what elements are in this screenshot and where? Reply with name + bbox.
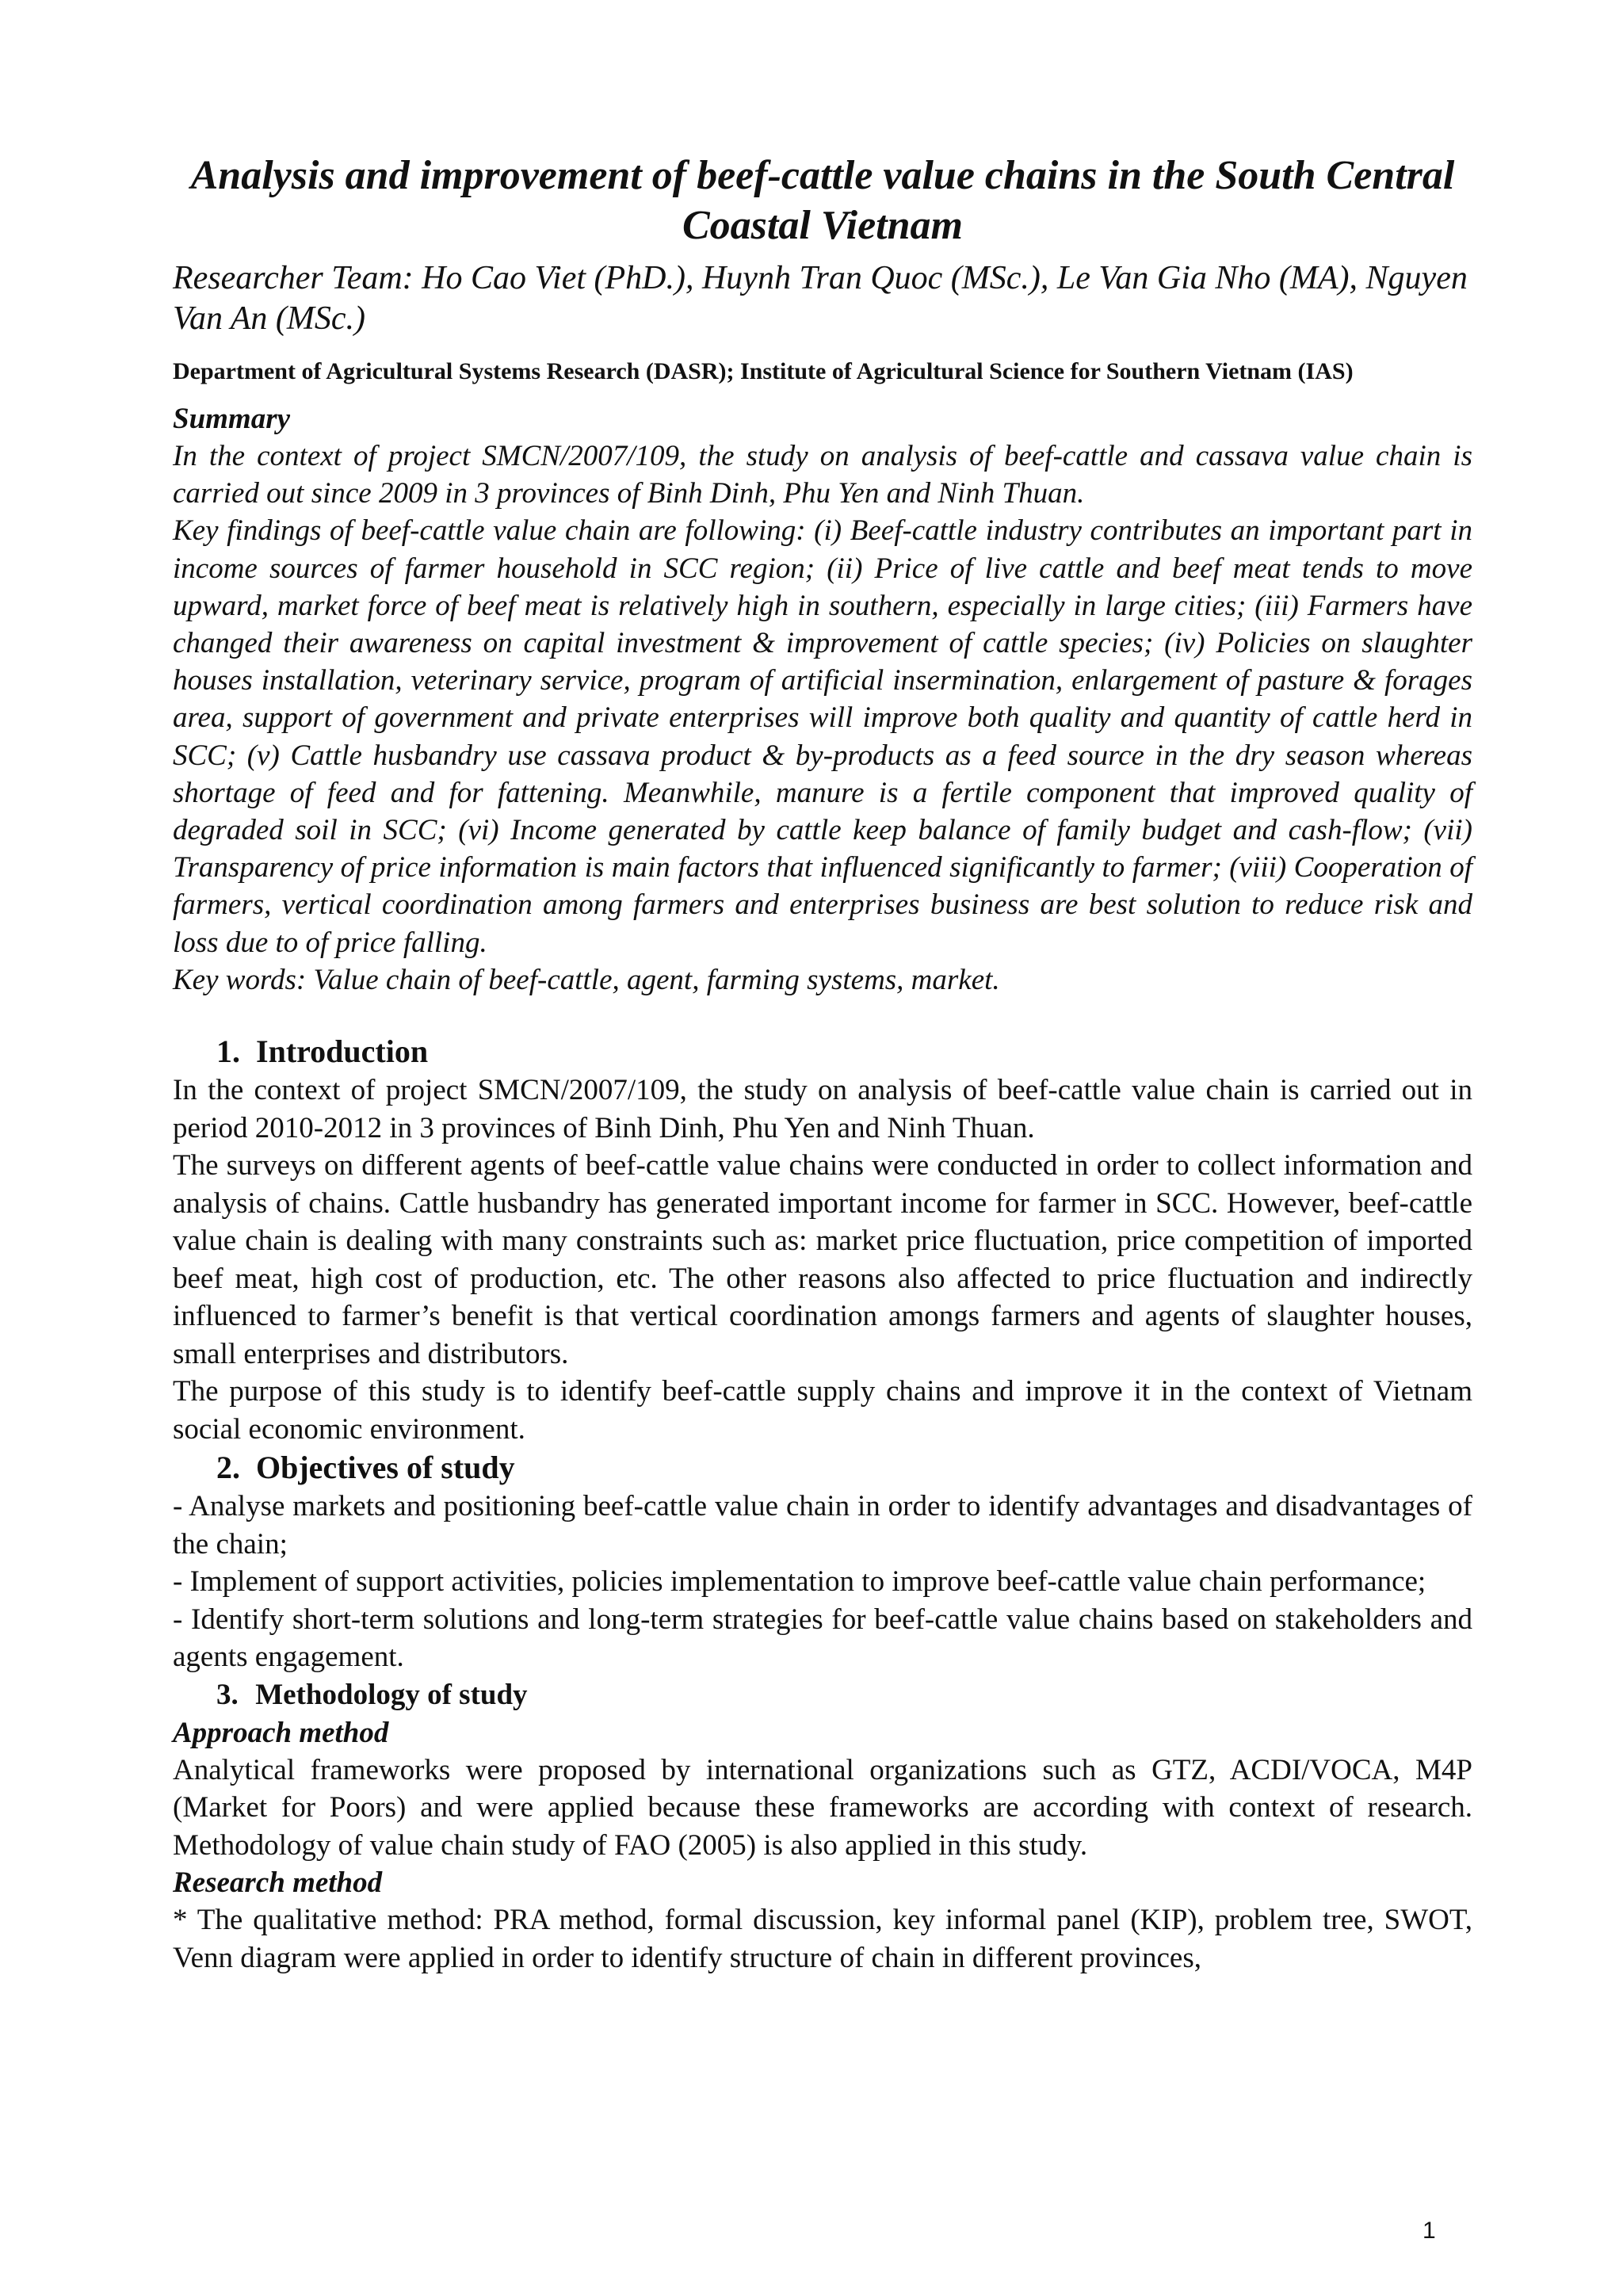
body-paragraph: * The qualitative method: PRA method, formal discussion, key informal panel (KIP), problem tree, SWOT, Venn diagram were applied in order to identify structure of chain in different provinces, bbox=[173, 1904, 1472, 1974]
summary-heading: Summary bbox=[173, 403, 291, 435]
section-objectives bbox=[173, 1448, 1472, 1676]
section-title: Introduction bbox=[256, 1033, 429, 1070]
objective-item: - Analyse markets and positioning beef-cattle value chain in order to identify advantages and disadvantages of the chain; bbox=[173, 1490, 1472, 1561]
subsection-heading: Research method bbox=[173, 1866, 383, 1900]
page-number: 1 bbox=[1423, 2218, 1436, 2244]
section-title: Objectives of study bbox=[256, 1450, 515, 1486]
paper-title: Analysis and improvement of beef-cattle value chains in the South Central Coastal Vietnam bbox=[190, 153, 1455, 248]
summary-section bbox=[173, 400, 1472, 999]
key-findings-paragraph: Key findings of beef-cattle value chain are following: (i) Beef-cattle industry contributes an important part in income sources of farmer household in SCC region; (ii) Price of live cattle and beef meat tends to move upward, market force of beef meat is relatively high in southern, especially in large cities; (iii) Farmers have changed their awareness on capital investment & improvement of cattle species; (iv) Policies on slaughter houses installation, veterinary service, program of artificial insermination, enlargement of pasture & forages area, support of government and private enterprises will improve both quality and quantity of cattle herd in SCC; (v) Cattle husbandry use cassava product & by-products as a feed source in the dry season whereas shortage of feed and for fattening. Meanwhile, manure is a fertile component that improved quality of degraded soil in SCC; (vi) Income generated by cattle keep balance of family budget and cash-flow; (vii) Transparency of price information is main factors that influenced significantly to farmer; (viii) Cooperation of farmers, vertical coordination among farmers and enterprises business are best solution to reduce risk and loss due to of price falling. bbox=[173, 514, 1472, 959]
section-heading bbox=[173, 1032, 1472, 1072]
summary-paragraph: In the context of project SMCN/2007/109, the study on analysis of beef-cattle and cassava value chain is carried out since 2009 in 3 provinces of Binh Dinh, Phu Yen and Ninh Thuan. bbox=[173, 440, 1472, 510]
objective-item: - Implement of support activities, policies implementation to improve beef-cattle value chain performance; bbox=[173, 1565, 1426, 1599]
subsection-heading: Approach method bbox=[173, 1716, 389, 1749]
section-number: 3. bbox=[216, 1678, 239, 1711]
document-page bbox=[173, 151, 1472, 1977]
body-paragraph: The purpose of this study is to identify beef-cattle supply chains and improve it in the context of Vietnam social economic environment. bbox=[173, 1375, 1472, 1446]
affiliation: Department of Agricultural Systems Research (DASR); Institute of Agricultural Science for Southern Vietnam (IAS) bbox=[173, 358, 1354, 384]
section-introduction bbox=[173, 1032, 1472, 1448]
section-number: 2. bbox=[216, 1450, 240, 1486]
body-paragraph: The surveys on different agents of beef-cattle value chains were conducted in order to collect information and analysis of chains. Cattle husbandry has generated important income for farmer in SCC. However, beef-cattle value chain is dealing with many constraints such as: market price fluctuation, price competition of imported beef meat, high cost of production, etc. The other reasons also affected to price fluctuation and indirectly influenced to farmer’s benefit is that vertical coordination amongs farmers and agents of slaughter houses, small enterprises and distributors. bbox=[173, 1149, 1472, 1370]
author-list: Researcher Team: Ho Cao Viet (PhD.), Huynh Tran Quoc (MSc.), Le Van Gia Nho (MA), Nguyen Van An (MSc.) bbox=[173, 260, 1468, 337]
body-paragraph: In the context of project SMCN/2007/109, the study on analysis of beef-cattle value chain is carried out in period 2010-2012 in 3 provinces of Binh Dinh, Phu Yen and Ninh Thuan. bbox=[173, 1074, 1472, 1144]
section-methodology bbox=[173, 1676, 1472, 1977]
section-heading bbox=[173, 1676, 1472, 1714]
body-paragraph: Analytical frameworks were proposed by international organizations such as GTZ, ACDI/VOCA, M4P (Market for Poors) and were applied because these frameworks are according with context of research. Methodology of value chain study of FAO (2005) is also applied in this study. bbox=[173, 1753, 1472, 1862]
section-heading bbox=[173, 1448, 1472, 1488]
key-words: Key words: Value chain of beef-cattle, agent, farming systems, market. bbox=[173, 963, 1000, 996]
spacer bbox=[173, 999, 1472, 1032]
section-number: 1. bbox=[216, 1033, 240, 1070]
section-title: Methodology of study bbox=[255, 1678, 528, 1711]
objective-item: - Identify short-term solutions and long-term strategies for beef-cattle value chains based on stakeholders and agents engagement. bbox=[173, 1603, 1472, 1674]
